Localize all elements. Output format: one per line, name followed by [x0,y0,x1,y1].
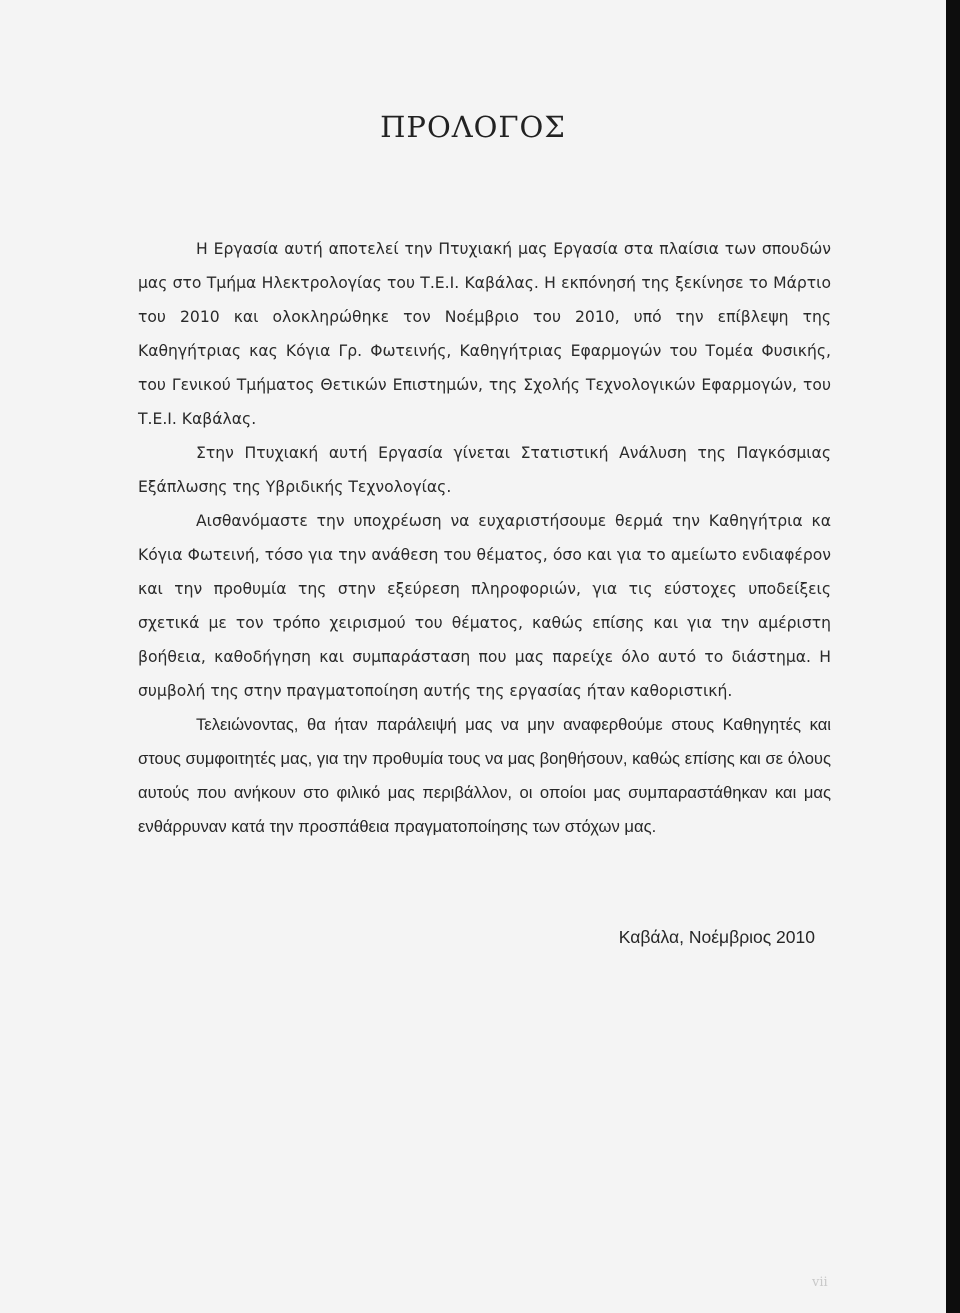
paragraph-thanks: Αισθανόμαστε την υποχρέωση να ευχαριστήσουμε θερμά την Καθηγήτρια κα Κόγια Φωτεινή, τόσο για την ανάθεση του θέματος, όσο και για το αμείωτο ενδιαφέρον και την προθυμία της στην εξεύρεση πληροφοριών, για τις εύστοχες υποδείξεις σχετικά με τον τρόπο χειρισμού του θέματος, καθώς επίσης και για την αμέριστη βοήθεια, καθοδήγηση και συμπαράσταση που μας παρείχε όλο αυτό το διάστημα. Η συμβολή της στην πραγματοποίηση αυτής της εργασίας ήταν καθοριστική. [138,512,831,700]
page-title: ΠΡΟΛΟΓΟΣ [380,110,566,144]
page-number: vii [812,1275,828,1290]
preface-body [138,232,831,844]
paragraph-closing: Τελειώνοντας, θα ήταν παράλειψή μας να μην αναφερθούμε στους Καθηγητές και στους συμφοιτητές μας, για την προθυμία τους να μας βοηθήσουν, καθώς επίσης και σε όλους αυτούς που ανήκουν στο φιλικό μας περιβάλλον, οι οποίοι μας συμπαραστάθηκαν και μας ενθάρρυναν κατά την προσπάθεια πραγματοποίησης των στόχων μας. [138,715,831,836]
signature-line: Καβάλα, Νοέμβριος 2010 [618,927,815,947]
paragraph-topic: Στην Πτυχιακή αυτή Εργασία γίνεται Στατιστική Ανάλυση της Παγκόσμιας Εξάπλωσης της Υβριδικής Τεχνολογίας. [138,444,831,496]
paragraph-intro: Η Εργασία αυτή αποτελεί την Πτυχιακή μας Εργασία στα πλαίσια των σπουδών μας στο Τμήμα Ηλεκτρολογίας του Τ.Ε.Ι. Καβάλας. Η εκπόνησή της ξεκίνησε το Μάρτιο του 2010 και ολοκληρώθηκε τον Νοέμβριο του 2010, υπό την επίβλεψη της Καθηγήτριας κας Κόγια Γρ. Φωτεινής, Καθηγήτριας Εφαρμογών του Τομέα Φυσικής, του Γενικού Τμήματος Θετικών Επιστημών, της Σχολής Τεχνολογικών Εφαρμογών, του Τ.Ε.Ι. Καβάλας. [138,240,831,428]
scan-edge [946,0,960,1313]
